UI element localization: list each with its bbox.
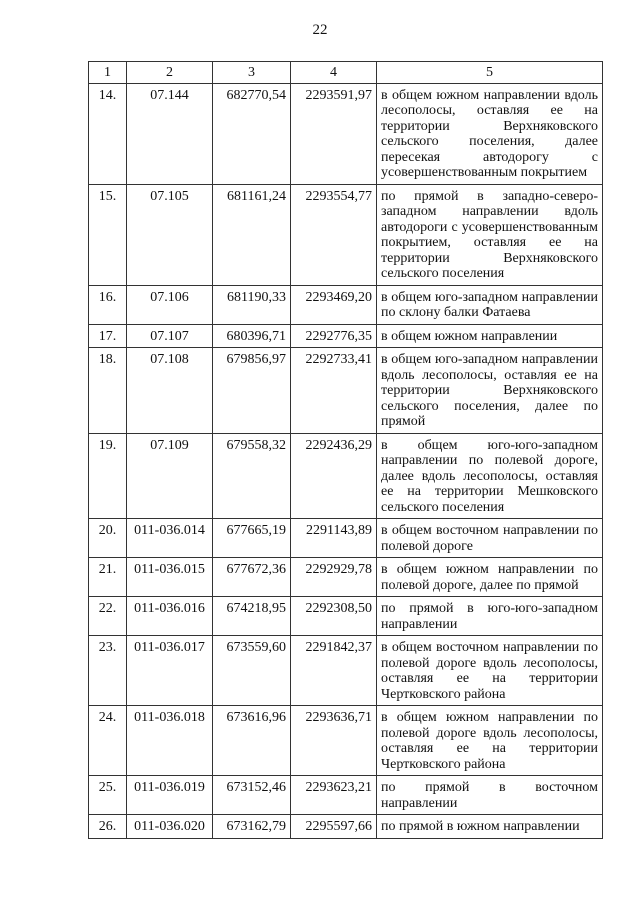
coordinate-x: 682770,54 [213, 83, 291, 184]
boundary-description: в общем юго-юго-западном направлении по полевой дороге, далее вдоль лесополосы, оставляя ее на территории Мешковского сельского поселения [377, 433, 603, 519]
coordinate-x: 677665,19 [213, 519, 291, 558]
table-row [89, 815, 603, 839]
column-header: 5 [377, 62, 603, 84]
boundary-description: по прямой в юго-юго-западном направлении [377, 597, 603, 636]
coordinate-y: 2293591,97 [291, 83, 377, 184]
boundary-description: в общем южном направлении [377, 324, 603, 348]
point-code: 07.144 [127, 83, 213, 184]
coordinate-x: 681161,24 [213, 184, 291, 285]
row-number: 17. [89, 324, 127, 348]
coordinate-y: 2292733,41 [291, 348, 377, 434]
table-row [89, 706, 603, 776]
table-row [89, 324, 603, 348]
point-code: 011-036.020 [127, 815, 213, 839]
coordinate-y: 2293554,77 [291, 184, 377, 285]
coordinate-x: 679856,97 [213, 348, 291, 434]
table-row [89, 776, 603, 815]
point-code: 011-036.014 [127, 519, 213, 558]
boundary-description: по прямой в восточном направлении [377, 776, 603, 815]
boundary-description: по прямой в западно-северо-западном направлении вдоль автодороги с усовершенствованным покрытием, оставляя ее на территории Верхняковского сельского поселения [377, 184, 603, 285]
coordinate-x: 673616,96 [213, 706, 291, 776]
boundary-description: в общем южном направлении по полевой дороге, далее по прямой [377, 558, 603, 597]
point-code: 011-036.018 [127, 706, 213, 776]
boundary-description: в общем восточном направлении по полевой дороге вдоль лесополосы, оставляя ее на территории Чертковского района [377, 636, 603, 706]
table-header-row [89, 62, 603, 84]
row-number: 14. [89, 83, 127, 184]
boundary-description: в общем юго-западном направлении по склону балки Фатаева [377, 285, 603, 324]
boundary-description: по прямой в южном направлении [377, 815, 603, 839]
coordinate-y: 2295597,66 [291, 815, 377, 839]
table-row [89, 83, 603, 184]
column-header: 4 [291, 62, 377, 84]
coordinate-y: 2293623,21 [291, 776, 377, 815]
column-header: 2 [127, 62, 213, 84]
row-number: 15. [89, 184, 127, 285]
table-row [89, 636, 603, 706]
point-code: 07.107 [127, 324, 213, 348]
row-number: 16. [89, 285, 127, 324]
coordinate-x: 673559,60 [213, 636, 291, 706]
coordinate-y: 2292308,50 [291, 597, 377, 636]
coordinate-x: 681190,33 [213, 285, 291, 324]
point-code: 07.109 [127, 433, 213, 519]
table-row [89, 433, 603, 519]
table-row [89, 285, 603, 324]
boundary-description: в общем восточном направлении по полевой дороге [377, 519, 603, 558]
coordinate-x: 674218,95 [213, 597, 291, 636]
coordinate-x: 680396,71 [213, 324, 291, 348]
column-header: 3 [213, 62, 291, 84]
row-number: 25. [89, 776, 127, 815]
boundary-description: в общем южном направлении вдоль лесополосы, оставляя ее на территории Верхняковского сельского поселения, далее пересекая автодорогу с усовершенствованным покрытием [377, 83, 603, 184]
point-code: 011-036.017 [127, 636, 213, 706]
point-code: 07.105 [127, 184, 213, 285]
coordinate-y: 2292776,35 [291, 324, 377, 348]
table-row [89, 348, 603, 434]
row-number: 24. [89, 706, 127, 776]
table-row [89, 519, 603, 558]
point-code: 011-036.019 [127, 776, 213, 815]
boundary-points-table [88, 61, 603, 839]
row-number: 18. [89, 348, 127, 434]
coordinate-y: 2292929,78 [291, 558, 377, 597]
row-number: 21. [89, 558, 127, 597]
coordinate-y: 2293636,71 [291, 706, 377, 776]
boundary-description: в общем юго-западном направлении вдоль лесополосы, оставляя ее на территории Верхняковского сельского поселения, далее по прямой [377, 348, 603, 434]
point-code: 07.108 [127, 348, 213, 434]
table-row [89, 184, 603, 285]
row-number: 23. [89, 636, 127, 706]
coordinate-y: 2292436,29 [291, 433, 377, 519]
coordinate-y: 2291842,37 [291, 636, 377, 706]
coordinate-x: 679558,32 [213, 433, 291, 519]
coordinate-y: 2293469,20 [291, 285, 377, 324]
point-code: 07.106 [127, 285, 213, 324]
coordinate-y: 2291143,89 [291, 519, 377, 558]
page-number: 22 [312, 22, 328, 38]
point-code: 011-036.015 [127, 558, 213, 597]
boundary-description: в общем южном направлении по полевой дороге вдоль лесополосы, оставляя ее на территории Чертковского района [377, 706, 603, 776]
coordinate-x: 677672,36 [213, 558, 291, 597]
table-row [89, 597, 603, 636]
table-row [89, 558, 603, 597]
column-header: 1 [89, 62, 127, 84]
row-number: 26. [89, 815, 127, 839]
coordinate-x: 673162,79 [213, 815, 291, 839]
row-number: 19. [89, 433, 127, 519]
table-body [89, 83, 603, 838]
row-number: 20. [89, 519, 127, 558]
row-number: 22. [89, 597, 127, 636]
point-code: 011-036.016 [127, 597, 213, 636]
coordinate-x: 673152,46 [213, 776, 291, 815]
